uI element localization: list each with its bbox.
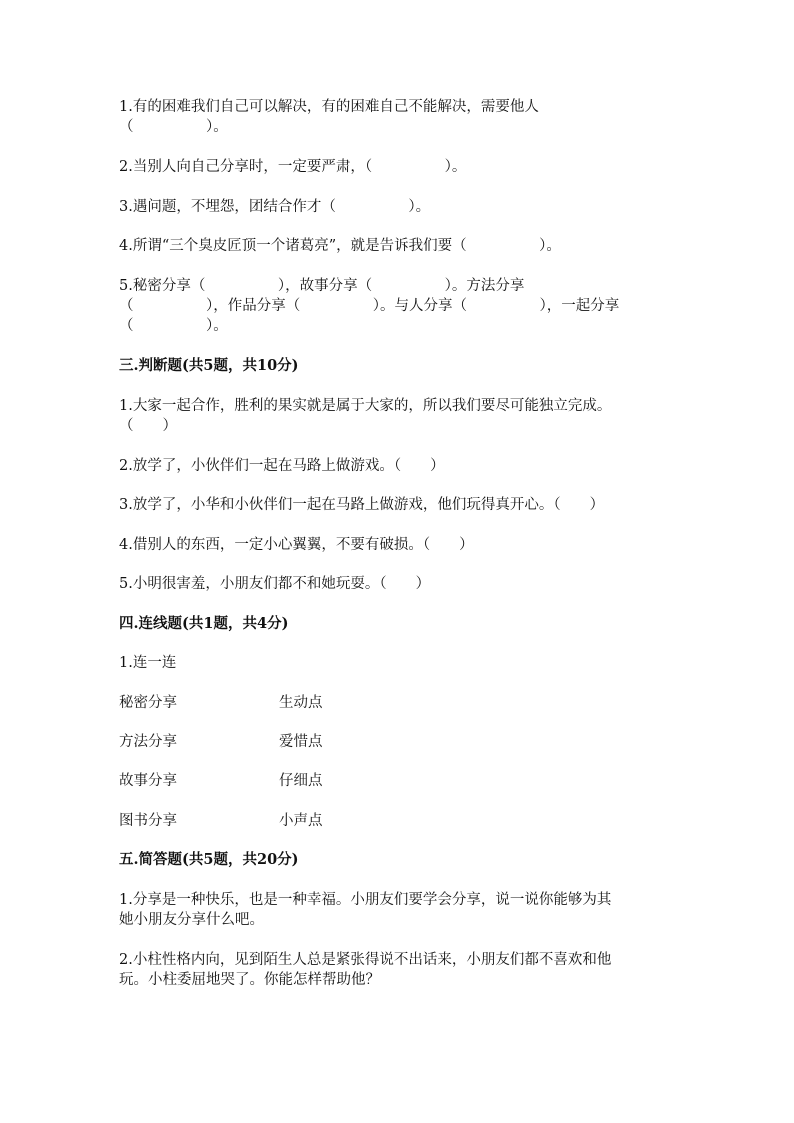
fill-q3: 3.遇问题，不埋怨，团结合作才（ ）。 — [119, 199, 431, 215]
judge-q5: 5.小明很害羞，小朋友们都不和她玩耍。（ ） — [119, 576, 431, 592]
fill-q5-line3: （ ）。 — [119, 318, 228, 334]
judge-q2: 2.放学了，小伙伴们一起在马路上做游戏。（ ） — [119, 458, 445, 474]
match-right-item: 爱惜点 — [279, 734, 323, 750]
judge-q4: 4.借别人的东西，一定小心翼翼，不要有破损。（ ） — [119, 537, 474, 553]
short-q1-line2: 她小朋友分享什么吧。 — [119, 912, 264, 928]
fill-q1-line2: （ ）。 — [119, 119, 228, 135]
fill-q5-line1: 5.秘密分享（ ），故事分享（ ）。方法分享 — [119, 278, 525, 294]
match-left-item: 方法分享 — [119, 734, 177, 750]
short-q2-line2: 玩。小柱委屈地哭了。你能怎样帮助他？ — [119, 972, 380, 988]
match-right-item: 仔细点 — [279, 773, 323, 789]
fill-q5-line2: （ ），作品分享（ ）。与人分享（ ），一起分享 — [119, 298, 620, 314]
fill-q4: 4.所谓“三个臭皮匠顶一个诸葛亮”，就是告诉我们要（ ）。 — [119, 238, 561, 254]
judge-q1-line2: （ ） — [119, 418, 177, 434]
match-left-item: 图书分享 — [119, 813, 177, 829]
fill-q2: 2.当别人向自己分享时，一定要严肃，（ ）。 — [119, 159, 467, 175]
judge-q1-line1: 1.大家一起合作，胜利的果实就是属于大家的，所以我们要尽可能独立完成。 — [119, 398, 612, 414]
match-right-item: 小声点 — [279, 813, 323, 829]
fill-q1-line1: 1.有的困难我们自己可以解决，有的困难自己不能解决，需要他人 — [119, 99, 539, 115]
match-section-title: 四.连线题(共1题，共4分) — [119, 615, 289, 632]
judge-q3: 3.放学了，小华和小伙伴们一起在马路上做游戏，他们玩得真开心。（ ） — [119, 497, 605, 513]
match-left-item: 故事分享 — [119, 773, 177, 789]
match-right-item: 生动点 — [279, 695, 323, 711]
match-left-item: 秘密分享 — [119, 695, 177, 711]
short-section-title: 五.简答题(共5题，共20分) — [119, 851, 299, 868]
short-q2-line1: 2.小柱性格内向，见到陌生人总是紧张得说不出话来，小朋友们都不喜欢和他 — [119, 952, 612, 968]
match-q1: 1.连一连 — [119, 655, 177, 671]
short-q1-line1: 1.分享是一种快乐，也是一种幸福。小朋友们要学会分享，说一说你能够为其 — [119, 892, 612, 908]
judge-section-title: 三.判断题(共5题，共10分) — [119, 357, 299, 374]
